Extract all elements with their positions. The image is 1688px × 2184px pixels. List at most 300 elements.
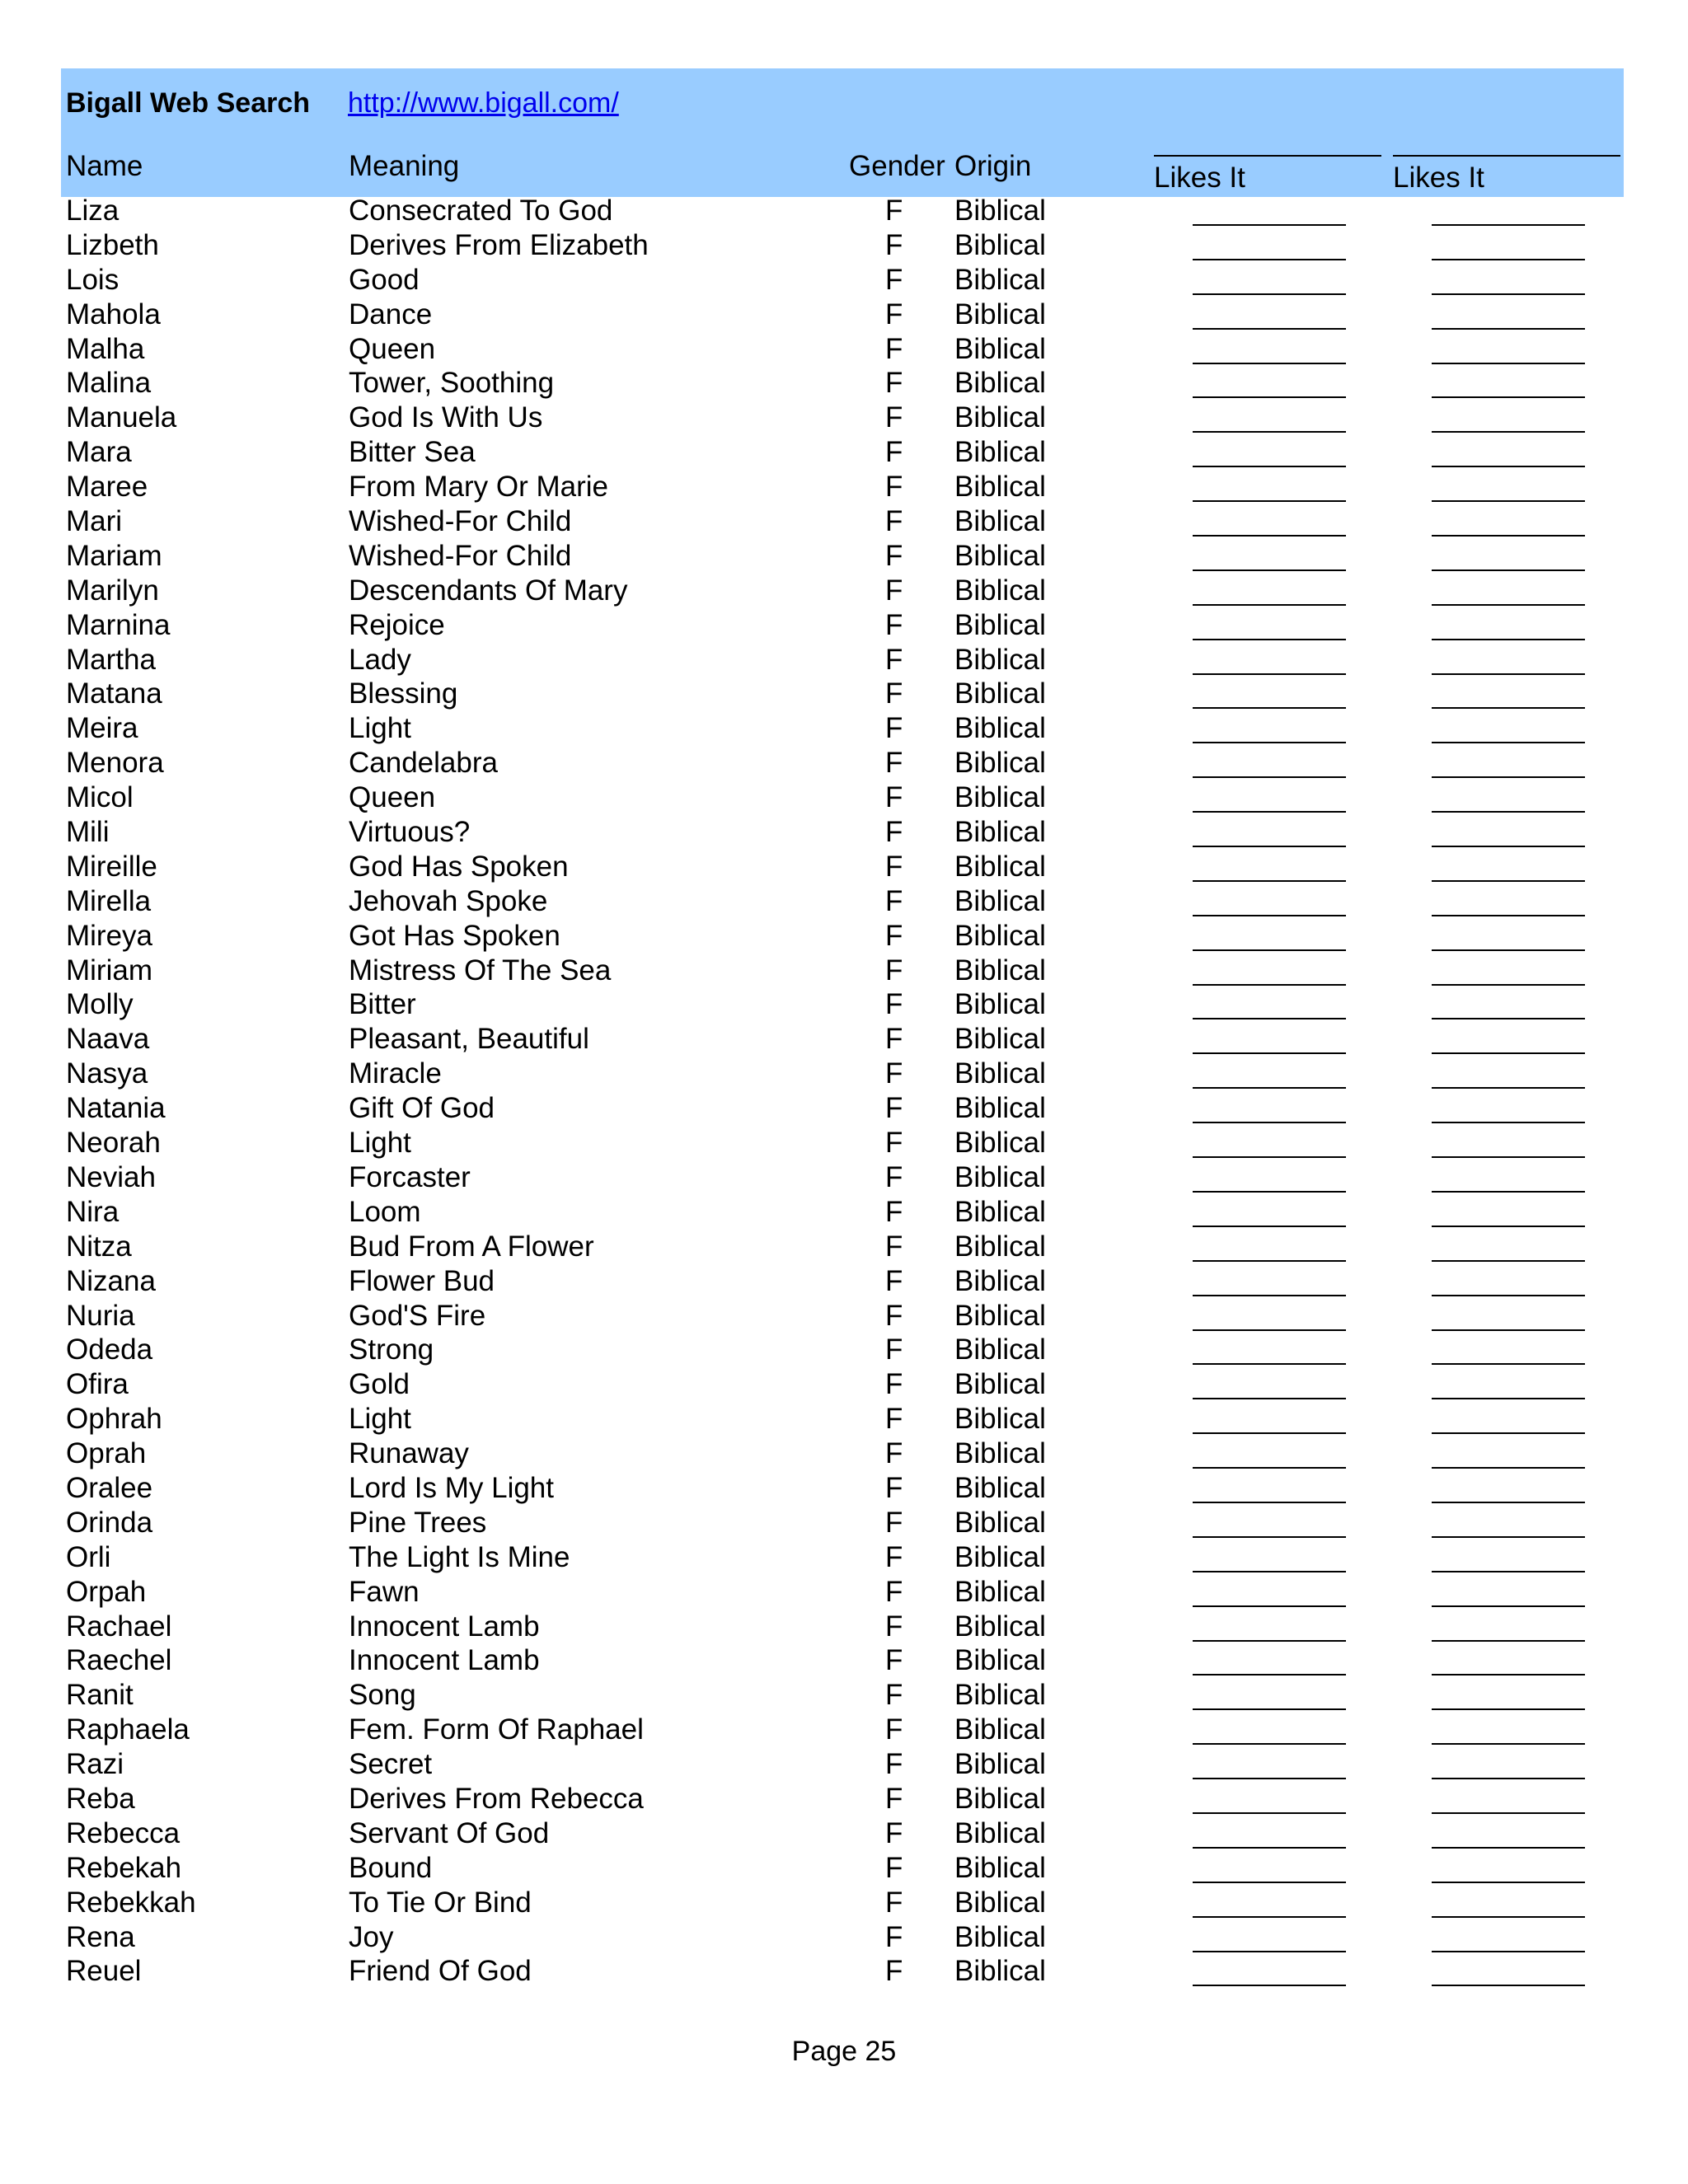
likes-blank-2 [1432, 1398, 1585, 1399]
table-row [0, 1955, 1688, 1990]
meaning-cell: Blessing [349, 677, 458, 710]
gender-cell: F [885, 1264, 903, 1297]
origin-cell: Biblical [954, 332, 1046, 365]
likes-blank-2 [1432, 569, 1585, 571]
table-row [0, 1713, 1688, 1748]
likes-blank-2 [1432, 224, 1585, 226]
name-cell: Lizbeth [66, 228, 159, 261]
meaning-cell: Gold [349, 1368, 410, 1401]
meaning-cell: The Light Is Mine [349, 1540, 570, 1573]
likes-blank-1 [1193, 604, 1346, 606]
site-title: Bigall Web Search [66, 87, 311, 119]
origin-cell: Biblical [954, 1575, 1046, 1608]
likes-blank-1 [1193, 1951, 1346, 1952]
meaning-cell: Lady [349, 643, 411, 676]
likes-blank-2 [1432, 1295, 1585, 1296]
likes-blank-1 [1193, 673, 1346, 675]
likes-blank-2 [1432, 1640, 1585, 1642]
table-row [0, 885, 1688, 920]
name-cell: Maree [66, 471, 148, 504]
gender-cell: F [885, 1955, 903, 1988]
meaning-cell: Joy [349, 1920, 394, 1953]
meaning-cell: Flower Bud [349, 1264, 495, 1297]
origin-cell: Biblical [954, 1092, 1046, 1125]
likes-blank-2 [1432, 396, 1585, 398]
gender-cell: F [885, 228, 903, 261]
origin-cell: Biblical [954, 677, 1046, 710]
origin-cell: Biblical [954, 1057, 1046, 1090]
origin-cell: Biblical [954, 988, 1046, 1021]
likes-blank-1 [1193, 1156, 1346, 1158]
table-row [0, 920, 1688, 954]
column-header-likes-1: Likes It [1154, 162, 1245, 194]
name-cell: Malina [66, 367, 152, 400]
origin-cell: Biblical [954, 608, 1046, 641]
meaning-cell: Innocent Lamb [349, 1610, 540, 1643]
name-cell: Orli [66, 1540, 111, 1573]
likes-blank-2 [1432, 1812, 1585, 1814]
table-row [0, 677, 1688, 712]
meaning-cell: From Mary Or Marie [349, 471, 608, 504]
table-row [0, 194, 1688, 229]
likes-blank-2 [1432, 639, 1585, 640]
origin-cell: Biblical [954, 401, 1046, 434]
likes-blank-2 [1432, 811, 1585, 813]
table-row [0, 1265, 1688, 1300]
name-cell: Rebecca [66, 1816, 181, 1849]
likes-blank-1 [1193, 1295, 1346, 1296]
name-cell: Micol [66, 781, 134, 814]
table-row [0, 1437, 1688, 1472]
table-row [0, 1023, 1688, 1057]
gender-cell: F [885, 1748, 903, 1781]
meaning-cell: Pine Trees [349, 1506, 487, 1539]
likes-blank-1 [1193, 1432, 1346, 1434]
name-cell: Razi [66, 1748, 124, 1781]
likes-blank-2 [1432, 915, 1585, 916]
origin-cell: Biblical [954, 1160, 1046, 1193]
gender-cell: F [885, 332, 903, 365]
table-row [0, 851, 1688, 885]
table-row [0, 1196, 1688, 1230]
gender-cell: F [885, 747, 903, 780]
table-row [0, 1541, 1688, 1576]
table-row [0, 644, 1688, 678]
origin-cell: Biblical [954, 1195, 1046, 1228]
name-cell: Ophrah [66, 1403, 162, 1436]
origin-cell: Biblical [954, 1299, 1046, 1332]
likes-blank-2 [1432, 1260, 1585, 1262]
meaning-cell: Strong [349, 1333, 434, 1366]
likes-blank-2 [1432, 1674, 1585, 1675]
meaning-cell: Forcaster [349, 1160, 471, 1193]
gender-cell: F [885, 367, 903, 400]
name-cell: Orinda [66, 1506, 153, 1539]
gender-cell: F [885, 298, 903, 330]
gender-cell: F [885, 677, 903, 710]
likes-blank-1 [1193, 1778, 1346, 1779]
likes-blank-2 [1432, 1467, 1585, 1469]
table-row [0, 574, 1688, 609]
table-row [0, 298, 1688, 333]
meaning-cell: Consecrated To God [349, 194, 613, 227]
table-row [0, 609, 1688, 644]
name-cell: Lois [66, 263, 120, 296]
name-cell: Mireille [66, 850, 157, 883]
gender-cell: F [885, 1057, 903, 1090]
likes-blank-1 [1193, 880, 1346, 882]
origin-cell: Biblical [954, 954, 1046, 987]
meaning-cell: Secret [349, 1748, 433, 1781]
table-row [0, 1817, 1688, 1852]
table-row [0, 1921, 1688, 1956]
likes-blank-1 [1193, 949, 1346, 951]
likes-blank-2 [1432, 1882, 1585, 1883]
table-row [0, 1886, 1688, 1921]
likes-blank-1 [1193, 1087, 1346, 1089]
name-cell: Reuel [66, 1955, 142, 1988]
table-row [0, 816, 1688, 851]
likes-blank-1 [1193, 1571, 1346, 1572]
table-row [0, 1300, 1688, 1334]
meaning-cell: Miracle [349, 1057, 442, 1090]
column-header-likes-2: Likes It [1393, 162, 1484, 194]
origin-cell: Biblical [954, 471, 1046, 504]
name-cell: Malha [66, 332, 145, 365]
table-row [0, 1057, 1688, 1092]
origin-cell: Biblical [954, 436, 1046, 469]
table-row [0, 333, 1688, 368]
meaning-cell: Got Has Spoken [349, 919, 560, 952]
likes-blank-1 [1193, 259, 1346, 260]
origin-cell: Biblical [954, 228, 1046, 261]
origin-cell: Biblical [954, 539, 1046, 572]
gender-cell: F [885, 505, 903, 538]
likes-blank-1 [1193, 1674, 1346, 1675]
gender-cell: F [885, 1230, 903, 1263]
origin-cell: Biblical [954, 850, 1046, 883]
likes-blank-1 [1193, 569, 1346, 571]
likes-blank-1 [1193, 1363, 1346, 1365]
meaning-cell: Friend Of God [349, 1955, 532, 1988]
likes-blank-1 [1193, 1536, 1346, 1538]
meaning-cell: Lord Is My Light [349, 1471, 554, 1504]
gender-cell: F [885, 712, 903, 745]
table-row [0, 1161, 1688, 1196]
likes-blank-1 [1193, 1052, 1346, 1054]
likes-blank-2 [1432, 880, 1585, 882]
table-row [0, 1368, 1688, 1403]
likes-blank-1 [1193, 1467, 1346, 1469]
origin-cell: Biblical [954, 1920, 1046, 1953]
likes-blank-2 [1432, 673, 1585, 675]
gender-cell: F [885, 1610, 903, 1643]
gender-cell: F [885, 781, 903, 814]
gender-cell: F [885, 1506, 903, 1539]
likes-blank-2 [1432, 1708, 1585, 1710]
name-cell: Raphaela [66, 1713, 190, 1746]
likes-blank-1 [1193, 1985, 1346, 1986]
likes-blank-2 [1432, 1226, 1585, 1227]
gender-cell: F [885, 401, 903, 434]
table-row [0, 1576, 1688, 1610]
likes-blank-2 [1432, 1916, 1585, 1918]
origin-cell: Biblical [954, 1540, 1046, 1573]
table-row [0, 1610, 1688, 1645]
origin-cell: Biblical [954, 1851, 1046, 1884]
gender-cell: F [885, 1920, 903, 1953]
origin-cell: Biblical [954, 712, 1046, 745]
origin-cell: Biblical [954, 505, 1046, 538]
meaning-cell: Queen [349, 781, 436, 814]
gender-cell: F [885, 1886, 903, 1919]
likes-blank-2 [1432, 1087, 1585, 1089]
origin-cell: Biblical [954, 1955, 1046, 1988]
likes-blank-2 [1432, 1052, 1585, 1054]
name-cell: Mireya [66, 919, 153, 952]
meaning-cell: Rejoice [349, 608, 445, 641]
likes-blank-1 [1193, 1502, 1346, 1503]
likes-blank-1 [1193, 1812, 1346, 1814]
name-cell: Oprah [66, 1437, 147, 1470]
likes-blank-2 [1432, 1571, 1585, 1572]
table-row [0, 229, 1688, 264]
origin-cell: Biblical [954, 884, 1046, 917]
likes-blank-1 [1193, 293, 1346, 295]
likes-blank-2 [1432, 1536, 1585, 1538]
name-cell: Molly [66, 988, 134, 1021]
gender-cell: F [885, 1160, 903, 1193]
name-cell: Ofira [66, 1368, 129, 1401]
likes-blank-1 [1193, 1018, 1346, 1019]
name-cell: Rachael [66, 1610, 172, 1643]
origin-cell: Biblical [954, 747, 1046, 780]
name-cell: Meira [66, 712, 138, 745]
likes-blank-1 [1193, 742, 1346, 743]
likes-blank-1 [1193, 776, 1346, 778]
likes-blank-2 [1432, 604, 1585, 606]
meaning-cell: Light [349, 1403, 411, 1436]
table-row [0, 471, 1688, 505]
likes-blank-1 [1193, 396, 1346, 398]
name-cell: Neorah [66, 1127, 161, 1160]
table-row [0, 1679, 1688, 1713]
table-row [0, 1333, 1688, 1368]
meaning-cell: Fawn [349, 1575, 420, 1608]
likes-blank-1 [1193, 846, 1346, 847]
likes-blank-1 [1193, 1226, 1346, 1227]
gender-cell: F [885, 1403, 903, 1436]
meaning-cell: Dance [349, 298, 433, 330]
likes-blank-1 [1193, 224, 1346, 226]
meaning-cell: Pleasant, Beautiful [349, 1023, 589, 1056]
likes-blank-1 [1193, 811, 1346, 813]
name-cell: Nitza [66, 1230, 132, 1263]
gender-cell: F [885, 919, 903, 952]
likes-blank-2 [1432, 431, 1585, 433]
gender-cell: F [885, 194, 903, 227]
meaning-cell: Runaway [349, 1437, 469, 1470]
name-cell: Neviah [66, 1160, 156, 1193]
gender-cell: F [885, 539, 903, 572]
gender-cell: F [885, 988, 903, 1021]
table-row [0, 540, 1688, 574]
likes-blank-2 [1432, 500, 1585, 502]
table-row [0, 505, 1688, 540]
likes-blank-2 [1432, 949, 1585, 951]
meaning-cell: Wished-For Child [349, 505, 572, 538]
meaning-cell: Wished-For Child [349, 539, 572, 572]
likes-blank-1 [1193, 1260, 1346, 1262]
origin-cell: Biblical [954, 263, 1046, 296]
likes-blank-2 [1432, 1605, 1585, 1607]
meaning-cell: Gift Of God [349, 1092, 495, 1125]
origin-cell: Biblical [954, 1610, 1046, 1643]
meaning-cell: Descendants Of Mary [349, 574, 628, 607]
origin-cell: Biblical [954, 1403, 1046, 1436]
likes-blank-1 [1193, 363, 1346, 364]
table-row [0, 988, 1688, 1023]
table-row [0, 1472, 1688, 1507]
likes-blank-1 [1193, 1191, 1346, 1193]
meaning-cell: Innocent Lamb [349, 1644, 540, 1677]
likes-blank-1 [1193, 707, 1346, 709]
name-cell: Mariam [66, 539, 162, 572]
meaning-cell: God Has Spoken [349, 850, 569, 883]
likes-blank-2 [1432, 1191, 1585, 1193]
name-cell: Odeda [66, 1333, 153, 1366]
name-cell: Manuela [66, 401, 177, 434]
gender-cell: F [885, 1471, 903, 1504]
table-row [0, 401, 1688, 436]
likes-blank-1 [1193, 1708, 1346, 1710]
table-row [0, 1852, 1688, 1886]
gender-cell: F [885, 1679, 903, 1712]
table-row [0, 1092, 1688, 1127]
origin-cell: Biblical [954, 1713, 1046, 1746]
name-cell: Marnina [66, 608, 171, 641]
origin-cell: Biblical [954, 574, 1046, 607]
meaning-cell: Servant Of God [349, 1816, 550, 1849]
column-header-name: Name [66, 150, 143, 182]
likes-blank-1 [1193, 639, 1346, 640]
likes-blank-2 [1432, 984, 1585, 986]
meaning-cell: Bitter Sea [349, 436, 476, 469]
name-cell: Rebekah [66, 1851, 182, 1884]
table-row [0, 1230, 1688, 1265]
name-cell: Orpah [66, 1575, 147, 1608]
meaning-cell: Song [349, 1679, 416, 1712]
name-cell: Rebekkah [66, 1886, 196, 1919]
likes-blank-2 [1432, 776, 1585, 778]
meaning-cell: Derives From Rebecca [349, 1782, 644, 1815]
gender-cell: F [885, 1127, 903, 1160]
origin-cell: Biblical [954, 1230, 1046, 1263]
likes-blank-2 [1432, 328, 1585, 330]
likes-blank-2 [1432, 259, 1585, 260]
likes-blank-1 [1193, 1847, 1346, 1849]
likes-blank-2 [1432, 846, 1585, 847]
likes-blank-1 [1193, 1605, 1346, 1607]
likes-blank-1 [1193, 1329, 1346, 1331]
likes-blank-1 [1193, 1122, 1346, 1123]
gender-cell: F [885, 1299, 903, 1332]
origin-cell: Biblical [954, 1127, 1046, 1160]
meaning-cell: Bud From A Flower [349, 1230, 594, 1263]
origin-cell: Biblical [954, 1816, 1046, 1849]
name-cell: Oralee [66, 1471, 153, 1504]
name-cell: Reba [66, 1782, 135, 1815]
name-cell: Mili [66, 816, 110, 849]
gender-cell: F [885, 436, 903, 469]
site-url-link[interactable]: http://www.bigall.com/ [348, 87, 619, 119]
likes-header-line-1 [1154, 155, 1381, 157]
gender-cell: F [885, 1333, 903, 1366]
meaning-cell: Bound [349, 1851, 433, 1884]
meaning-cell: Jehovah Spoke [349, 884, 548, 917]
likes-blank-2 [1432, 1985, 1585, 1986]
likes-blank-1 [1193, 466, 1346, 467]
gender-cell: F [885, 1851, 903, 1884]
name-cell: Miriam [66, 954, 152, 987]
origin-cell: Biblical [954, 816, 1046, 849]
origin-cell: Biblical [954, 1023, 1046, 1056]
name-cell: Nasya [66, 1057, 148, 1090]
likes-blank-1 [1193, 328, 1346, 330]
name-cell: Liza [66, 194, 120, 227]
table-row [0, 954, 1688, 989]
table-row [0, 1403, 1688, 1437]
table-row [0, 712, 1688, 747]
table-row [0, 747, 1688, 781]
likes-blank-2 [1432, 363, 1585, 364]
likes-blank-2 [1432, 1018, 1585, 1019]
meaning-cell: Light [349, 712, 411, 745]
likes-blank-2 [1432, 1329, 1585, 1331]
names-table-body [0, 194, 1688, 1990]
gender-cell: F [885, 1092, 903, 1125]
origin-cell: Biblical [954, 367, 1046, 400]
table-row [0, 264, 1688, 298]
table-row [0, 1644, 1688, 1679]
name-cell: Nizana [66, 1264, 156, 1297]
gender-cell: F [885, 471, 903, 504]
name-cell: Nira [66, 1195, 120, 1228]
likes-blank-1 [1193, 1916, 1346, 1918]
table-row [0, 1783, 1688, 1817]
meaning-cell: God Is With Us [349, 401, 543, 434]
gender-cell: F [885, 884, 903, 917]
likes-blank-2 [1432, 1156, 1585, 1158]
origin-cell: Biblical [954, 643, 1046, 676]
gender-cell: F [885, 1023, 903, 1056]
meaning-cell: Tower, Soothing [349, 367, 555, 400]
likes-blank-1 [1193, 1640, 1346, 1642]
meaning-cell: Derives From Elizabeth [349, 228, 649, 261]
table-row [0, 1507, 1688, 1541]
meaning-cell: Loom [349, 1195, 421, 1228]
origin-cell: Biblical [954, 1886, 1046, 1919]
likes-blank-1 [1193, 500, 1346, 502]
meaning-cell: Mistress Of The Sea [349, 954, 612, 987]
likes-blank-1 [1193, 1882, 1346, 1883]
name-cell: Nuria [66, 1299, 135, 1332]
gender-cell: F [885, 954, 903, 987]
name-cell: Naava [66, 1023, 150, 1056]
table-row [0, 1127, 1688, 1161]
likes-blank-2 [1432, 1778, 1585, 1779]
name-cell: Natania [66, 1092, 166, 1125]
